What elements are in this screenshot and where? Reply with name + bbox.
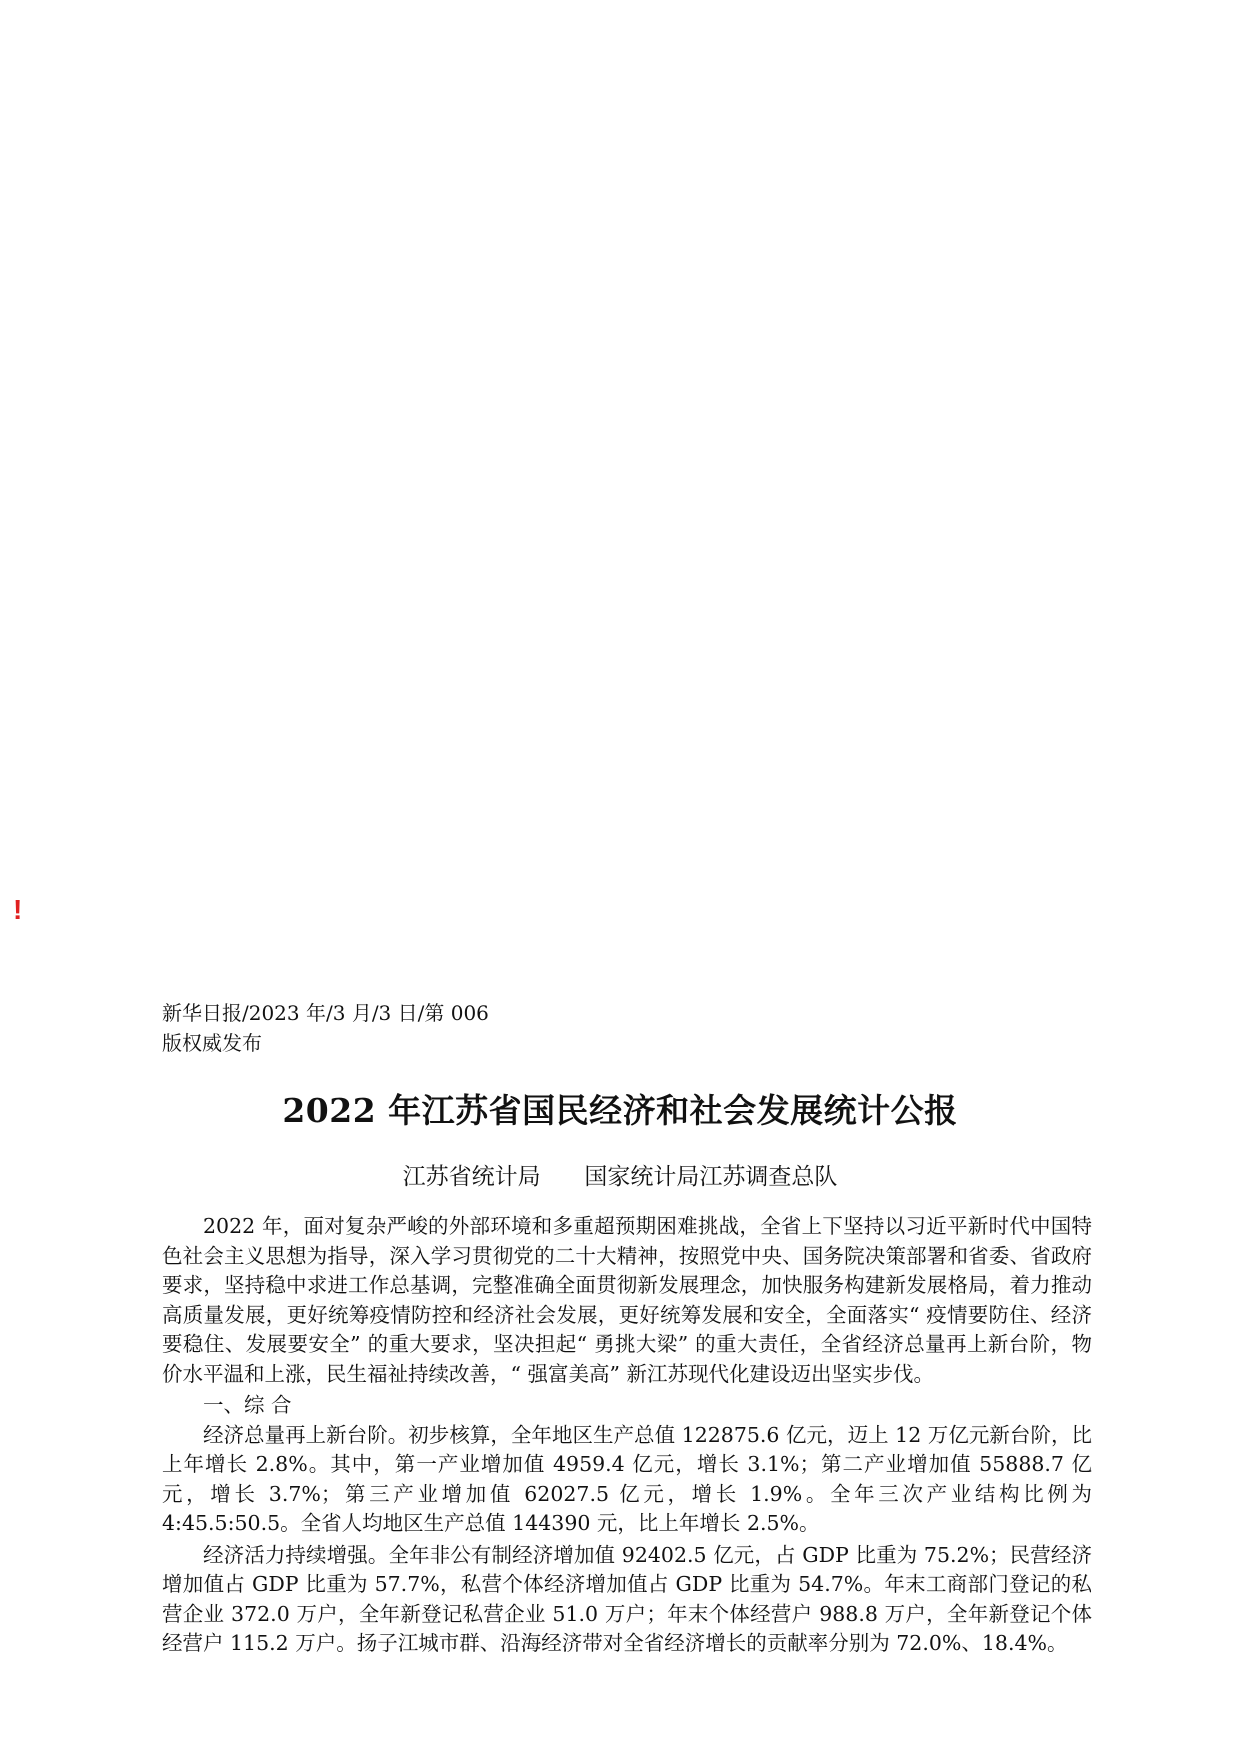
source-info (162, 998, 489, 1058)
paragraph-economy-total: 经济总量再上新台阶。初步核算，全年地区生产总值 122875.6 亿元，迈上 12 万亿元新台阶，比上年增长 2.8%。其中，第一产业增加值 4959.4 亿元，增长 3.1%；第二产业增加值 55888.7 亿元，增长 3.7%；第三产业增加值 62027.5 亿元，增长 1.9%。全年三次产业结构比例为 4:45.5:50.5。全省人均地区生产总值 144390 元，比上年增长 2.5%。 (162, 1422, 1092, 1535)
page-title: 2022 年江苏省国民经济和社会发展统计公报 (282, 1091, 958, 1130)
source-line-2: 版权威发布 (162, 1031, 262, 1055)
intro-paragraph: 2022 年，面对复杂严峻的外部环境和多重超预期困难挑战，全省上下坚持以习近平新时代中国特色社会主义思想为指导，深入学习贯彻党的二十大精神，按照党中央、国务院决策部署和省委、省政府要求，坚持稳中求进工作总基调，完整准确全面贯彻新发展理念，加快服务构建新发展格局，着力推动高质量发展，更好统筹疫情防控和经济社会发展，更好统筹发展和安全，全面落实“ 疫情要防住、经济要稳住、发展要安全” 的重大要求，坚决担起“ 勇挑大梁” 的重大责任，全省经济总量再上新台阶，物价水平温和上涨，民生福祉持续改善，“ 强富美高” 新江苏现代化建设迈出坚实步伐。 (162, 1214, 1092, 1386)
document-body (162, 1212, 1092, 1661)
section-heading: 一、综 合 (203, 1393, 292, 1417)
red-exclamation-mark: ! (13, 894, 23, 925)
authors: 江苏省统计局 国家统计局江苏调查总队 (402, 1164, 838, 1190)
source-line: 新华日报/2023 年/3 月/3 日/第 006 (162, 1001, 489, 1025)
paragraph-economy-vitality: 经济活力持续增强。全年非公有制经济增加值 92402.5 亿元，占 GDP 比重为 75.2%；民营经济增加值占 GDP 比重为 57.7%，私营个体经济增加值占 GDP 比重为 54.7%。年末工商部门登记的私营企业 372.0 万户，全年新登记私营企业 51.0 万户；年末个体经营户 988.8 万户，全年新登记个体经营户 115.2 万户。扬子江城市群、沿海经济带对全省经济增长的贡献率分别为 72.0%、18.4%。 (162, 1542, 1092, 1655)
